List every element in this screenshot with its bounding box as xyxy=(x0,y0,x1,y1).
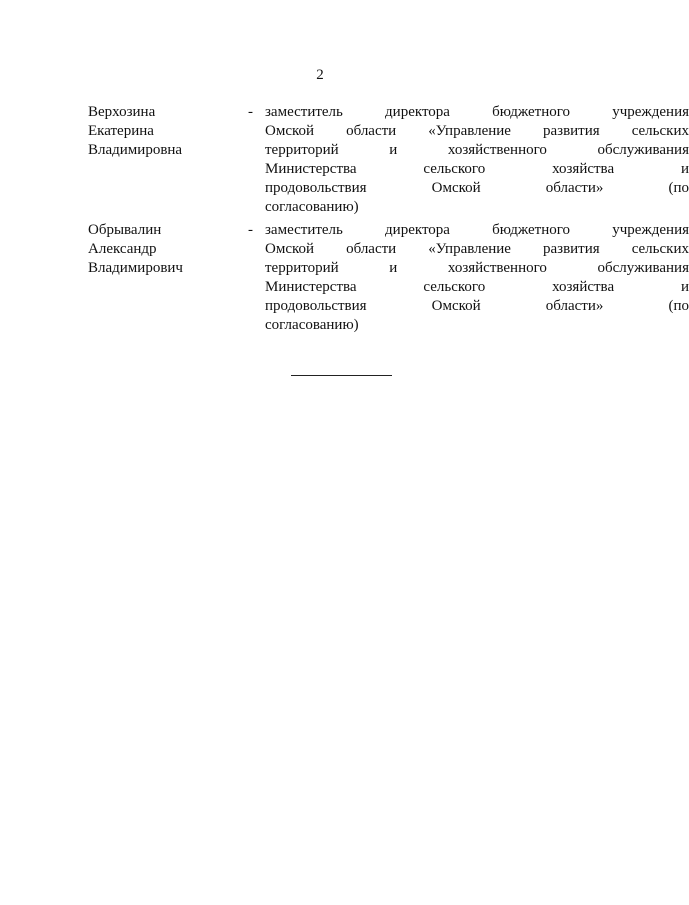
position-word: директора xyxy=(385,104,450,120)
member-patronymic: Владимировна xyxy=(88,142,183,158)
position-line xyxy=(265,259,689,278)
position-word: хозяйства xyxy=(552,161,615,177)
position-word: хозяйственного xyxy=(447,142,547,158)
position-line xyxy=(265,221,689,240)
position-word: заместитель xyxy=(265,104,343,120)
position-line xyxy=(265,179,689,198)
position-word: Омской xyxy=(431,180,481,196)
position-word: Министерства xyxy=(265,161,357,177)
position-word: сельских xyxy=(631,241,689,257)
member-patronymic: Владимирович xyxy=(88,260,183,276)
position-word: сельского xyxy=(423,279,486,295)
position-word: заместитель xyxy=(265,222,343,238)
position-word: Омской xyxy=(265,123,315,139)
position-word: сельского xyxy=(423,161,486,177)
member-position xyxy=(265,103,689,217)
position-word: территорий xyxy=(265,260,339,276)
member-name xyxy=(88,221,238,278)
position-word: (по xyxy=(668,180,689,196)
position-line xyxy=(265,103,689,122)
position-word: согласованию) xyxy=(265,199,359,215)
position-line xyxy=(265,278,689,297)
position-word: Омской xyxy=(431,298,481,314)
position-word: обслуживания xyxy=(597,142,689,158)
position-word: и xyxy=(389,260,398,276)
position-word: области» xyxy=(545,298,604,314)
position-word: и xyxy=(389,142,398,158)
position-word: области xyxy=(346,123,397,139)
position-line xyxy=(265,122,689,141)
position-word: директора xyxy=(385,222,450,238)
member-surname: Верхозина xyxy=(88,104,156,120)
position-word: сельских xyxy=(631,123,689,139)
position-word: «Управление xyxy=(428,241,511,257)
position-word: и xyxy=(680,161,689,177)
position-line xyxy=(265,198,689,217)
position-word: «Управление xyxy=(428,123,511,139)
position-line xyxy=(265,240,689,259)
position-word: продовольствия xyxy=(265,180,367,196)
position-word: развития xyxy=(542,123,600,139)
position-word: хозяйства xyxy=(552,279,615,295)
member-first-name: Александр xyxy=(88,241,157,257)
position-word: Омской xyxy=(265,241,315,257)
position-word: области xyxy=(346,241,397,257)
page-number: 2 xyxy=(316,67,324,83)
position-word: продовольствия xyxy=(265,298,367,314)
position-word: обслуживания xyxy=(597,260,689,276)
position-word: учреждения xyxy=(612,222,689,238)
position-word: учреждения xyxy=(612,104,689,120)
position-word: области» xyxy=(545,180,604,196)
separator-dash: - xyxy=(248,104,253,120)
document-end-line xyxy=(291,375,392,376)
position-word: Министерства xyxy=(265,279,357,295)
member-position xyxy=(265,221,689,335)
position-word: бюджетного xyxy=(492,104,571,120)
position-line xyxy=(265,160,689,179)
position-word: бюджетного xyxy=(492,222,571,238)
position-line xyxy=(265,316,689,335)
member-first-name: Екатерина xyxy=(88,123,154,139)
member-name xyxy=(88,103,238,160)
member-surname: Обрывалин xyxy=(88,222,162,238)
position-line xyxy=(265,141,689,160)
position-word: развития xyxy=(542,241,600,257)
position-word: согласованию) xyxy=(265,317,359,333)
position-word: (по xyxy=(668,298,689,314)
position-word: и xyxy=(680,279,689,295)
position-word: территорий xyxy=(265,142,339,158)
separator-dash: - xyxy=(248,222,253,238)
position-word: хозяйственного xyxy=(447,260,547,276)
position-line xyxy=(265,297,689,316)
